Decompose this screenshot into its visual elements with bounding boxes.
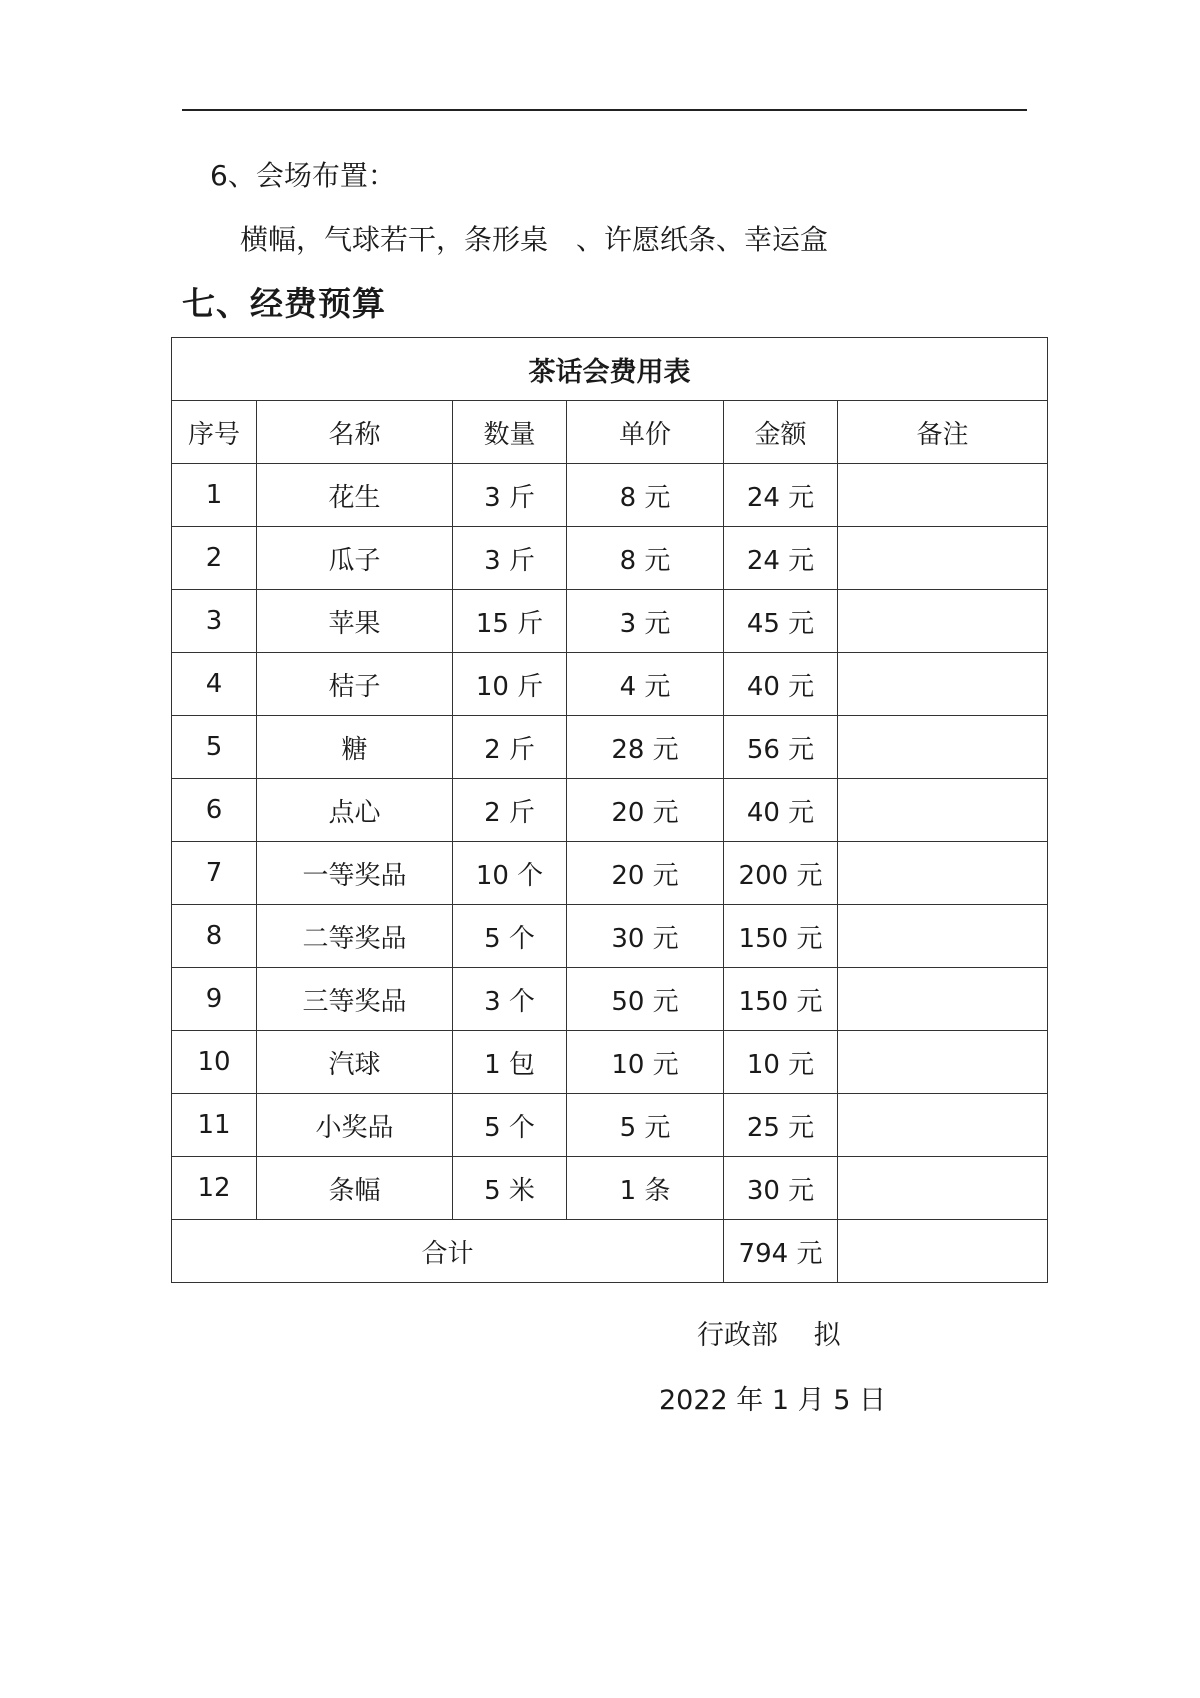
cell-amount: 150 元 xyxy=(724,905,838,968)
cell-index: 11 xyxy=(172,1094,257,1157)
cell-unit-price: 4 元 xyxy=(567,653,724,716)
cell-name: 小奖品 xyxy=(257,1094,453,1157)
cell-unit-price: 30 元 xyxy=(567,905,724,968)
cell-index: 5 xyxy=(172,716,257,779)
cell-quantity: 3 斤 xyxy=(453,527,567,590)
table-row xyxy=(172,1157,1048,1220)
cell-amount: 24 元 xyxy=(724,464,838,527)
cell-amount: 24 元 xyxy=(724,527,838,590)
cell-quantity: 3 斤 xyxy=(453,464,567,527)
cell-index: 10 xyxy=(172,1031,257,1094)
cell-amount: 40 元 xyxy=(724,779,838,842)
header-rule xyxy=(182,109,1027,111)
cell-index: 7 xyxy=(172,842,257,905)
cell-amount: 200 元 xyxy=(724,842,838,905)
table-row xyxy=(172,1094,1048,1157)
cell-remark xyxy=(838,464,1048,527)
header-cell-name: 名称 xyxy=(257,401,453,464)
cell-quantity: 1 包 xyxy=(453,1031,567,1094)
table-row xyxy=(172,905,1048,968)
cell-remark xyxy=(838,1094,1048,1157)
table-caption-row xyxy=(172,338,1048,401)
cell-remark xyxy=(838,842,1048,905)
cell-unit-price: 3 元 xyxy=(567,590,724,653)
cell-index: 9 xyxy=(172,968,257,1031)
cell-quantity: 3 个 xyxy=(453,968,567,1031)
table-row xyxy=(172,1031,1048,1094)
cell-name: 三等奖品 xyxy=(257,968,453,1031)
cell-index: 1 xyxy=(172,464,257,527)
cell-index: 8 xyxy=(172,905,257,968)
header-cell-quantity: 数量 xyxy=(453,401,567,464)
cell-name: 糖 xyxy=(257,716,453,779)
cell-quantity: 15 斤 xyxy=(453,590,567,653)
table-caption: 茶话会费用表 xyxy=(172,338,1048,401)
cell-unit-price: 8 元 xyxy=(567,527,724,590)
cell-unit-price: 20 元 xyxy=(567,842,724,905)
table-row xyxy=(172,464,1048,527)
cell-amount: 45 元 xyxy=(724,590,838,653)
cell-remark xyxy=(838,1031,1048,1094)
cell-amount: 40 元 xyxy=(724,653,838,716)
cell-index: 6 xyxy=(172,779,257,842)
cell-remark xyxy=(838,527,1048,590)
header-cell-remark: 备注 xyxy=(838,401,1048,464)
fee-table xyxy=(171,337,1048,1283)
header-cell-index: 序号 xyxy=(172,401,257,464)
cell-remark xyxy=(838,1157,1048,1220)
cell-name: 二等奖品 xyxy=(257,905,453,968)
cell-unit-price: 20 元 xyxy=(567,779,724,842)
cell-name: 一等奖品 xyxy=(257,842,453,905)
section-7-heading: 七、经费预算 xyxy=(182,284,386,323)
cell-index: 2 xyxy=(172,527,257,590)
cell-remark xyxy=(838,590,1048,653)
cell-unit-price: 28 元 xyxy=(567,716,724,779)
cell-remark xyxy=(838,779,1048,842)
cell-name: 桔子 xyxy=(257,653,453,716)
header-cell-amount: 金额 xyxy=(724,401,838,464)
cell-quantity: 5 米 xyxy=(453,1157,567,1220)
cell-amount: 30 元 xyxy=(724,1157,838,1220)
cell-name: 花生 xyxy=(257,464,453,527)
total-amount: 794 元 xyxy=(724,1220,838,1283)
cell-unit-price: 1 条 xyxy=(567,1157,724,1220)
table-row xyxy=(172,779,1048,842)
table-header-row xyxy=(172,401,1048,464)
cell-remark xyxy=(838,968,1048,1031)
cell-name: 点心 xyxy=(257,779,453,842)
table-row xyxy=(172,968,1048,1031)
cell-name: 条幅 xyxy=(257,1157,453,1220)
cell-amount: 10 元 xyxy=(724,1031,838,1094)
table-row xyxy=(172,842,1048,905)
cell-amount: 25 元 xyxy=(724,1094,838,1157)
total-label: 合计 xyxy=(172,1220,724,1283)
table-row xyxy=(172,590,1048,653)
signature-date: 2022 年 1 月 5 日 xyxy=(659,1385,886,1416)
cell-quantity: 2 斤 xyxy=(453,716,567,779)
cell-remark xyxy=(838,905,1048,968)
cell-index: 12 xyxy=(172,1157,257,1220)
signature-department: 行政部 拟 xyxy=(697,1320,841,1351)
cell-name: 汽球 xyxy=(257,1031,453,1094)
table-row xyxy=(172,716,1048,779)
cell-name: 瓜子 xyxy=(257,527,453,590)
header-cell-unit-price: 单价 xyxy=(567,401,724,464)
cell-quantity: 5 个 xyxy=(453,1094,567,1157)
cell-name: 苹果 xyxy=(257,590,453,653)
cell-quantity: 10 个 xyxy=(453,842,567,905)
cell-remark xyxy=(838,716,1048,779)
total-remark xyxy=(838,1220,1048,1283)
cell-unit-price: 10 元 xyxy=(567,1031,724,1094)
section-6-label: 6、会场布置： xyxy=(210,159,396,192)
cell-quantity: 2 斤 xyxy=(453,779,567,842)
cell-index: 4 xyxy=(172,653,257,716)
table-total-row xyxy=(172,1220,1048,1283)
cell-remark xyxy=(838,653,1048,716)
cell-unit-price: 5 元 xyxy=(567,1094,724,1157)
table-row xyxy=(172,527,1048,590)
cell-unit-price: 50 元 xyxy=(567,968,724,1031)
cell-quantity: 5 个 xyxy=(453,905,567,968)
cell-quantity: 10 斤 xyxy=(453,653,567,716)
cell-index: 3 xyxy=(172,590,257,653)
cell-unit-price: 8 元 xyxy=(567,464,724,527)
cell-amount: 56 元 xyxy=(724,716,838,779)
cell-amount: 150 元 xyxy=(724,968,838,1031)
table-row xyxy=(172,653,1048,716)
section-6-items: 横幅，气球若干，条形桌 、许愿纸条、幸运盒 xyxy=(240,223,829,256)
